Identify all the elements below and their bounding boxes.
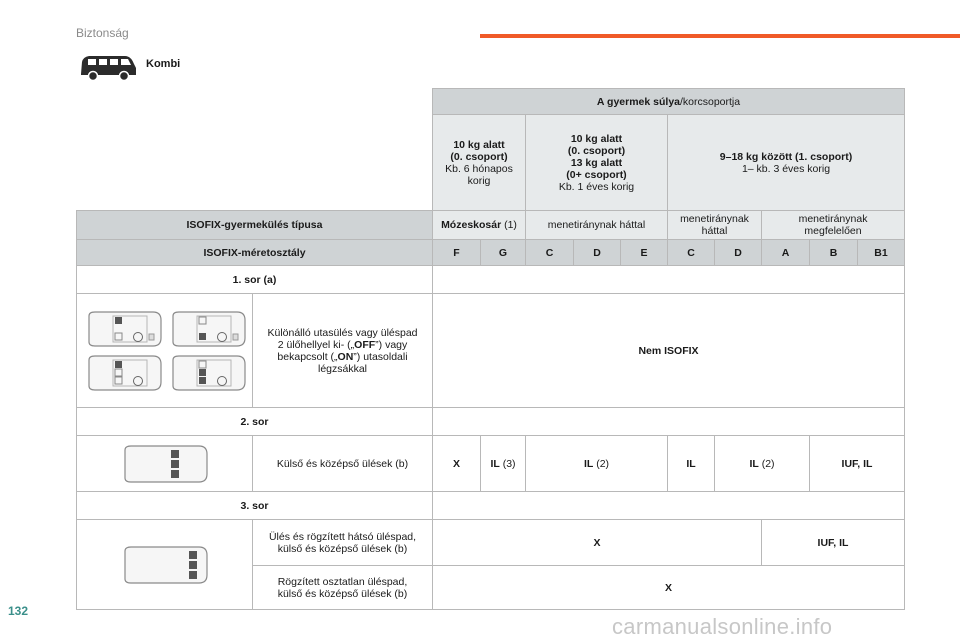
row2-value: IL (2) bbox=[526, 436, 668, 492]
size-class: B bbox=[810, 240, 858, 266]
row1-value: Nem ISOFIX bbox=[433, 294, 905, 408]
car-seat-diagram-icon bbox=[119, 544, 211, 586]
size-class: E bbox=[621, 240, 668, 266]
section-title: Biztonság bbox=[76, 26, 129, 40]
size-class-label: ISOFIX-méretosztály bbox=[77, 240, 433, 266]
weight-header: A gyermek súlya/korcsoportja bbox=[433, 89, 905, 115]
group-1-header: 9–18 kg között (1. csoport) 1– kb. 3 éves korig bbox=[668, 115, 905, 211]
page-number: 132 bbox=[8, 604, 29, 618]
size-class: B1 bbox=[858, 240, 905, 266]
row2-value: X bbox=[433, 436, 481, 492]
row3a-value: IUF, IL bbox=[762, 520, 905, 566]
row1-description: Különálló utasülés vagy üléspad 2 ülőhellyel ki- („OFF”) vagy bekapcsolt („ON”) utasoldali légzsákkal bbox=[253, 294, 433, 408]
row2-value: IL (2) bbox=[715, 436, 810, 492]
row2-value: IL (3) bbox=[481, 436, 526, 492]
row2-description: Külső és középső ülések (b) bbox=[253, 436, 433, 492]
size-class: A bbox=[762, 240, 810, 266]
row3a-value: X bbox=[433, 520, 762, 566]
type-carrycot: Mózeskosár (1) bbox=[433, 211, 526, 240]
group-0plus-header: 10 kg alatt (0. csoport) 13 kg alatt (0+ csoport) Kb. 1 éves korig bbox=[526, 115, 668, 211]
vehicle-label: Kombi bbox=[146, 58, 181, 70]
row2-value: IUF, IL bbox=[810, 436, 905, 492]
row3b-value: X bbox=[433, 566, 905, 610]
size-class: G bbox=[481, 240, 526, 266]
row-title: 3. sor bbox=[77, 492, 433, 520]
isofix-type-label: ISOFIX-gyermekülés típusa bbox=[77, 211, 433, 240]
row-title: 2. sor bbox=[77, 408, 433, 436]
row2-diagram bbox=[77, 436, 253, 492]
header-accent-bar bbox=[480, 34, 960, 38]
size-class: D bbox=[715, 240, 762, 266]
type-forward-facing: menetiránynak megfelelően bbox=[762, 211, 905, 240]
size-class: C bbox=[526, 240, 574, 266]
type-rear-facing-2: menetiránynak háttal bbox=[668, 211, 762, 240]
row3b-description: Rögzített osztatlan üléspad, külső és középső ülések (b) bbox=[253, 566, 433, 610]
row3a-description: Ülés és rögzített hátsó üléspad, külső és középső ülések (b) bbox=[253, 520, 433, 566]
row1-diagram bbox=[77, 294, 253, 408]
size-class: F bbox=[433, 240, 481, 266]
car-seat-diagram-icon bbox=[167, 354, 247, 392]
group-0-header: 10 kg alatt (0. csoport) Kb. 6 hónapos korig bbox=[433, 115, 526, 211]
car-seat-diagram-icon bbox=[167, 310, 247, 348]
watermark: carmanualsonline.info bbox=[612, 614, 833, 639]
row2-value: IL bbox=[668, 436, 715, 492]
van-icon bbox=[79, 52, 137, 82]
car-seat-diagram-icon bbox=[83, 354, 163, 392]
type-rear-facing: menetiránynak háttal bbox=[526, 211, 668, 240]
row-title: 1. sor (a) bbox=[77, 266, 433, 294]
size-class: C bbox=[668, 240, 715, 266]
size-class: D bbox=[574, 240, 621, 266]
row3-diagram bbox=[77, 520, 253, 610]
car-seat-diagram-icon bbox=[119, 443, 211, 485]
car-seat-diagram-icon bbox=[83, 310, 163, 348]
isofix-table bbox=[76, 88, 905, 610]
